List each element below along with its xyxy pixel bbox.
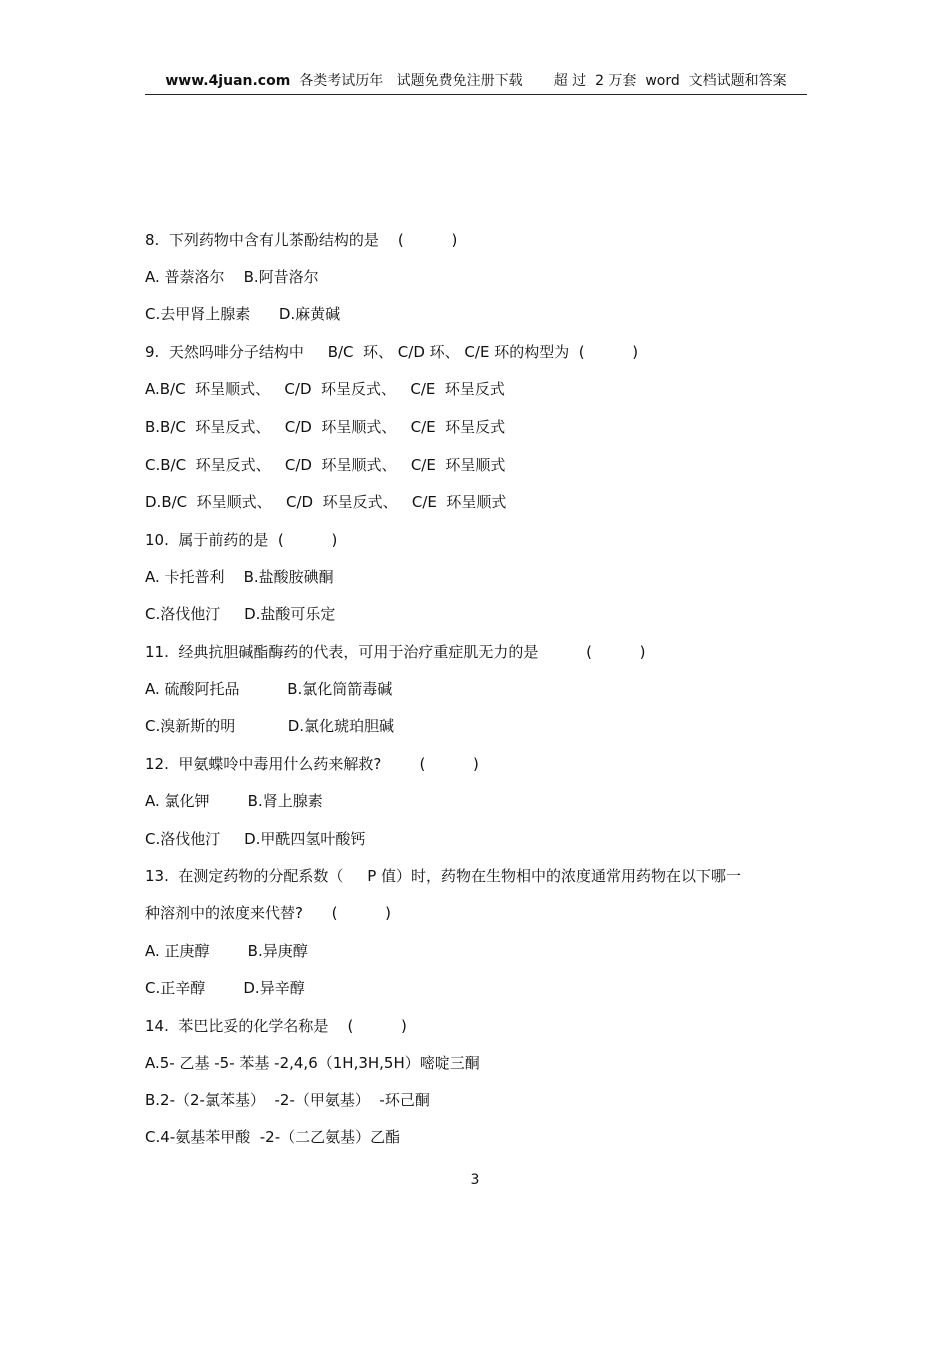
option-line: C.4-氨基苯甲酸 -2-（二乙氨基）乙酯	[145, 1128, 401, 1146]
option-line: C.正辛醇 D.异辛醇	[145, 979, 305, 997]
option-line: A. 普萘洛尔 B.阿昔洛尔	[145, 268, 319, 286]
option-line: A. 氯化钾 B.肾上腺素	[145, 792, 323, 810]
option-line: C.B/C 环呈反式、 C/D 环呈顺式、 C/E 环呈顺式	[145, 456, 506, 474]
option-line: D.B/C 环呈顺式、 C/D 环呈反式、 C/E 环呈顺式	[145, 493, 507, 511]
question-12: 12. 甲氨蝶呤中毒用什么药来解救? ( )	[145, 755, 479, 773]
header-site: www.4juan.com	[165, 73, 291, 89]
page-number: 3	[470, 1172, 480, 1188]
question-13: 13. 在测定药物的分配系数（ P 值）时，药物在生物相中的浓度通常用药物在以下哪一	[145, 867, 742, 885]
option-line: A.B/C 环呈顺式、 C/D 环呈反式、 C/E 环呈反式	[145, 380, 505, 398]
header-text: 各类考试历年 试题免费免注册下载 超 过 2 万套 word 文档试题和答案	[290, 73, 787, 89]
page-header	[145, 72, 807, 95]
question-11: 11. 经典抗胆碱酯酶药的代表，可用于治疗重症肌无力的是 ( )	[145, 643, 646, 661]
option-line: C.洛伐他汀 D.盐酸可乐定	[145, 605, 336, 623]
option-line: A. 正庚醇 B.异庚醇	[145, 942, 308, 960]
question-9: 9. 天然吗啡分子结构中 B/C 环、 C/D 环、 C/E 环的构型为 ( )	[145, 343, 639, 361]
question-10: 10. 属于前药的是 ( )	[145, 531, 338, 549]
option-line: A. 硫酸阿托品 B.氯化筒箭毒碱	[145, 680, 393, 698]
option-line: B.2-（2-氯苯基） -2-（甲氨基） -环己酮	[145, 1091, 430, 1109]
option-line: C.洛伐他汀 D.甲酰四氢叶酸钙	[145, 830, 366, 848]
option-line: C.溴新斯的明 D.氯化琥珀胆碱	[145, 717, 395, 735]
option-line: B.B/C 环呈反式、 C/D 环呈顺式、 C/E 环呈反式	[145, 418, 506, 436]
question-13-continued: 种溶剂中的浓度来代替? ( )	[145, 904, 391, 922]
option-line: A. 卡托普利 B.盐酸胺碘酮	[145, 568, 334, 586]
question-8: 8. 下列药物中含有儿茶酚结构的是 ( )	[145, 231, 458, 249]
option-line: C.去甲肾上腺素 D.麻黄碱	[145, 305, 341, 323]
option-line: A.5- 乙基 -5- 苯基 -2,4,6（1H,3H,5H）嘧啶三酮	[145, 1054, 480, 1072]
question-14: 14. 苯巴比妥的化学名称是 ( )	[145, 1017, 407, 1035]
